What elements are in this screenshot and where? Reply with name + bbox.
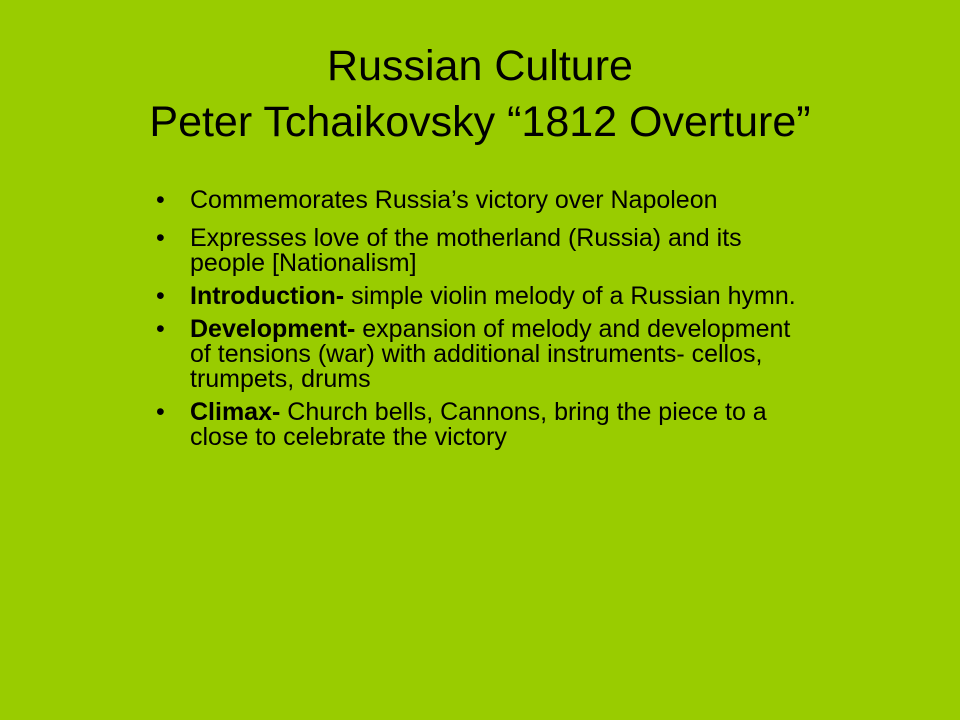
bullet-climax [156,400,816,450]
bullet-text: simple violin melody of a Russian hymn. [344,282,796,310]
bullet-text: Church bells, Cannons, bring the piece to a close to celebrate the victory [190,398,767,451]
bullet-dot: • [156,186,165,214]
bullet-expresses [156,226,816,276]
bullet-list [156,183,816,458]
bullet-lead: Development- [190,315,356,343]
bullet-dot: • [156,224,165,252]
bullet-dot: • [156,315,165,343]
title-line-2: Peter Tchaikovsky “1812 Overture” [149,98,811,146]
bullet-text: expansion of melody and development of tensions (war) with additional instruments- cellos, trumpets, drums [190,315,791,393]
bullet-dot: • [156,398,165,426]
bullet-development [156,317,816,392]
bullet-dot: • [156,282,165,310]
bullet-text: Expresses love of the motherland (Russia) and its people [Nationalism] [190,224,742,277]
bullet-commemorates [156,183,816,218]
bullet-lead: Climax- [190,398,281,426]
bullet-introduction [156,284,816,309]
title-line-1: Russian Culture [327,42,633,90]
slide-title [40,38,920,150]
bullet-text: Commemorates Russia’s victory over Napoleon [190,186,718,214]
bullet-lead: Introduction- [190,282,345,310]
